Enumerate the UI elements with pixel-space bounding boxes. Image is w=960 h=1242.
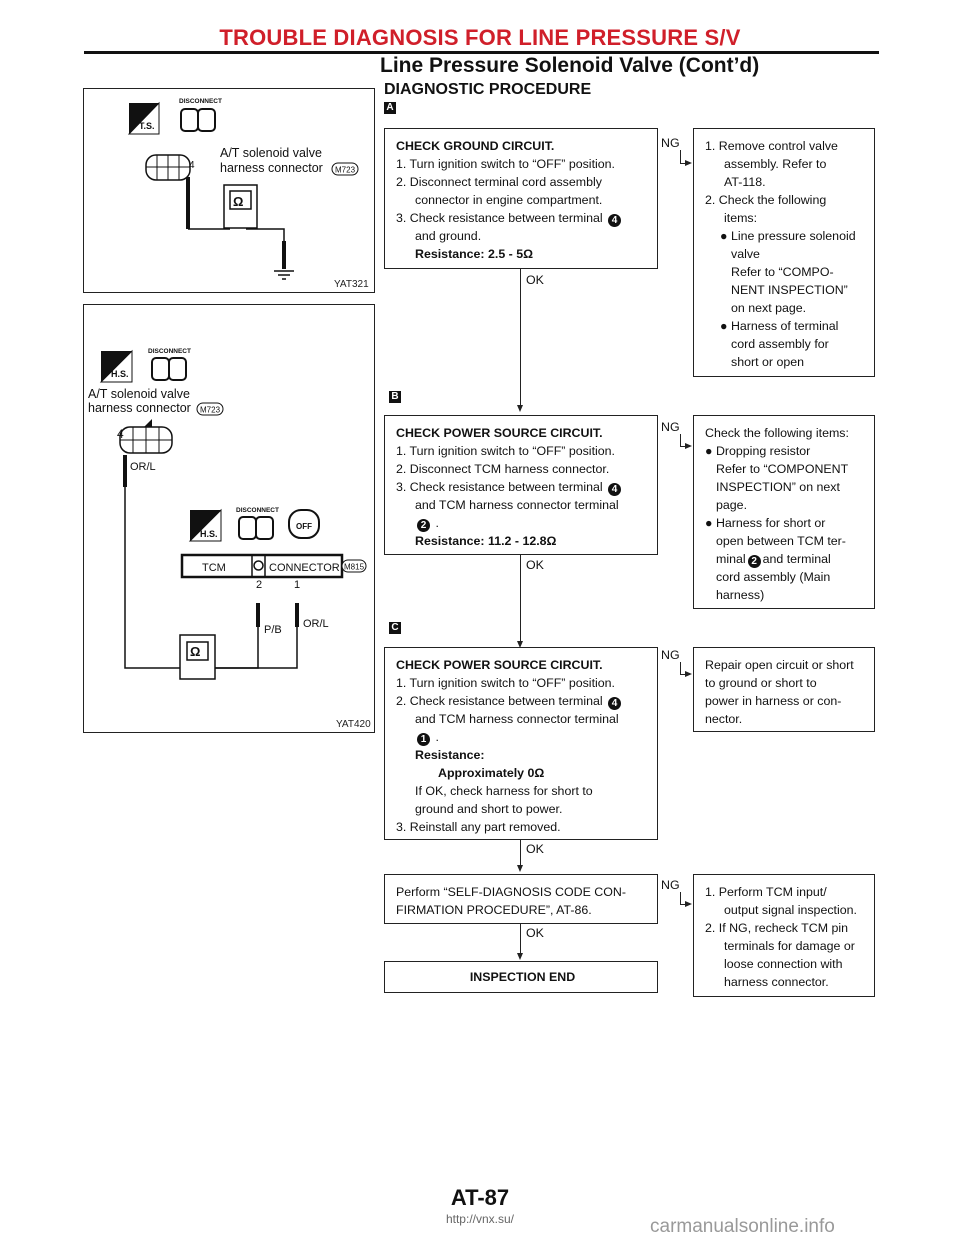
arrow-right-icon — [685, 160, 692, 166]
connector-code: M723 — [200, 405, 221, 415]
section-title: DIAGNOSTIC PROCEDURE — [384, 81, 592, 98]
connector-label-2: harness connector — [88, 401, 191, 415]
connector-label-1: A/T solenoid valve — [220, 146, 322, 160]
svg-text:4: 4 — [189, 160, 195, 171]
step-b-ok: OK — [526, 558, 544, 572]
wire-label-orl: OR/L — [130, 461, 156, 473]
panel-bc-code: YAT420 — [336, 719, 371, 730]
hs-icon-2 — [190, 510, 221, 541]
panel-a-code: YAT321 — [334, 279, 369, 290]
arrow-down-icon — [517, 953, 523, 960]
step-a-box: CHECK GROUND CIRCUIT. 1. Turn ignition switch to “OFF” position. 2. Disconnect terminal cord assembly connector in engine compartment. 3. Check resistance between terminal 4 and ground. Resistance: 2.5 - 5Ω — [384, 128, 658, 269]
svg-text:DISCONNECT: DISCONNECT — [179, 98, 222, 105]
hs-icon — [101, 351, 132, 382]
page-number: AT-87 — [450, 1185, 510, 1210]
arrow-right-icon — [685, 671, 692, 677]
arrow-right-icon — [685, 901, 692, 907]
arrow-right-icon — [685, 443, 692, 449]
connector-code: M723 — [335, 165, 356, 175]
step-c-ng-box: Repair open circuit or short to ground or short to power in harness or con- nector. — [693, 647, 875, 732]
tcm-connector-icon — [182, 555, 342, 577]
tcm-label: TCM — [202, 562, 226, 574]
step-a-ng: NG — [661, 136, 680, 150]
step-b-tag: B — [389, 391, 401, 403]
step-b-box: CHECK POWER SOURCE CIRCUIT. 1. Turn ignition switch to “OFF” position. 2. Disconnect TCM harness connector. 3. Check resistance between terminal 4 and TCM harness connector terminal 2 . Resistance: 11.2 - 12.8Ω — [384, 415, 658, 555]
tcm-code: M815 — [344, 562, 365, 572]
ts-icon — [129, 103, 159, 134]
diagram-panel-bc — [83, 304, 375, 733]
solenoid-connector-icon — [117, 419, 172, 453]
ohmmeter-icon — [180, 635, 215, 679]
tcm-connector-label: CONNECTOR — [269, 562, 340, 574]
step-b-ng-box: Check the following items: ● Dropping resistor Refer to “COMPONENT INSPECTION” on next page. ● Harness for short or open between TCM ter- minal 2 and terminal cord assembly (Main harness) — [693, 415, 875, 609]
ts-label: T.S. — [139, 121, 155, 131]
svg-text:Ω: Ω — [233, 194, 244, 209]
step-d-box: Perform “SELF-DIAGNOSIS CODE CON- FIRMATION PROCEDURE”, AT-86. — [384, 874, 658, 924]
step-c-ng: NG — [661, 648, 680, 662]
ignition-off-icon — [289, 510, 319, 538]
step-d-ng: NG — [661, 878, 680, 892]
step-a-tag: A — [384, 102, 396, 114]
svg-text:4: 4 — [117, 427, 124, 441]
step-c-box: CHECK POWER SOURCE CIRCUIT. 1. Turn ignition switch to “OFF” position. 2. Check resistance between terminal 4 and TCM harness connector terminal 1 . Resistance: Approximately 0Ω If OK, check harness for short to ground and short to power. 3. Reinstall any part removed. — [384, 647, 658, 840]
arrow-down-icon — [517, 865, 523, 872]
wire-label-pb: P/B — [264, 624, 282, 636]
disconnect-icon-2 — [236, 507, 279, 539]
step-b-ng: NG — [661, 420, 680, 434]
wire-label-orl-2: OR/L — [303, 618, 329, 630]
svg-text:H.S.: H.S. — [111, 369, 129, 379]
step-a-ng-box: 1. Remove control valve assembly. Refer to AT-118. 2. Check the following items: ● Line pressure solenoid valve Refer to “COMPO- NENT INSPECTION” on next page. ● Harness of terminal cord assembly for short or open — [693, 128, 875, 377]
step-d-ok: OK — [526, 926, 544, 940]
panel-a-diagram — [84, 89, 374, 292]
step-d-ng-box: 1. Perform TCM input/ output signal inspection. 2. If NG, recheck TCM pin terminals for damage or loose connection with harness connector. — [693, 874, 875, 997]
tcm-pin-1: 1 — [294, 579, 301, 591]
tcm-pin-2: 2 — [256, 579, 263, 591]
step-c-ok: OK — [526, 842, 544, 856]
disconnect-icon — [179, 98, 222, 131]
page-header-title: TROUBLE DIAGNOSIS FOR LINE PRESSURE S/V — [219, 25, 741, 50]
panel-bc-diagram — [84, 305, 374, 732]
svg-text:DISCONNECT: DISCONNECT — [148, 348, 191, 355]
step-c-tag: C — [389, 622, 401, 634]
svg-text:OFF: OFF — [296, 522, 312, 531]
ohmmeter-icon — [224, 185, 257, 228]
inspection-end-box: INSPECTION END — [384, 961, 658, 993]
footer-url[interactable]: http://vnx.su/ — [445, 1212, 515, 1226]
step-a-ok: OK — [526, 273, 544, 287]
arrow-down-icon — [517, 405, 523, 412]
connector-label-2: harness connector — [220, 161, 323, 175]
page-subtitle: Line Pressure Solenoid Valve (Cont’d) — [380, 54, 760, 77]
watermark: carmanualsonline.info — [650, 1216, 835, 1237]
connector-label-1: A/T solenoid valve — [88, 387, 190, 401]
solenoid-connector-icon — [146, 155, 195, 180]
ground-icon — [274, 271, 294, 279]
disconnect-icon — [148, 348, 191, 380]
svg-text:H.S.: H.S. — [200, 529, 218, 539]
svg-text:Ω: Ω — [190, 644, 201, 659]
diagram-panel-a — [83, 88, 375, 293]
svg-text:DISCONNECT: DISCONNECT — [236, 507, 279, 514]
